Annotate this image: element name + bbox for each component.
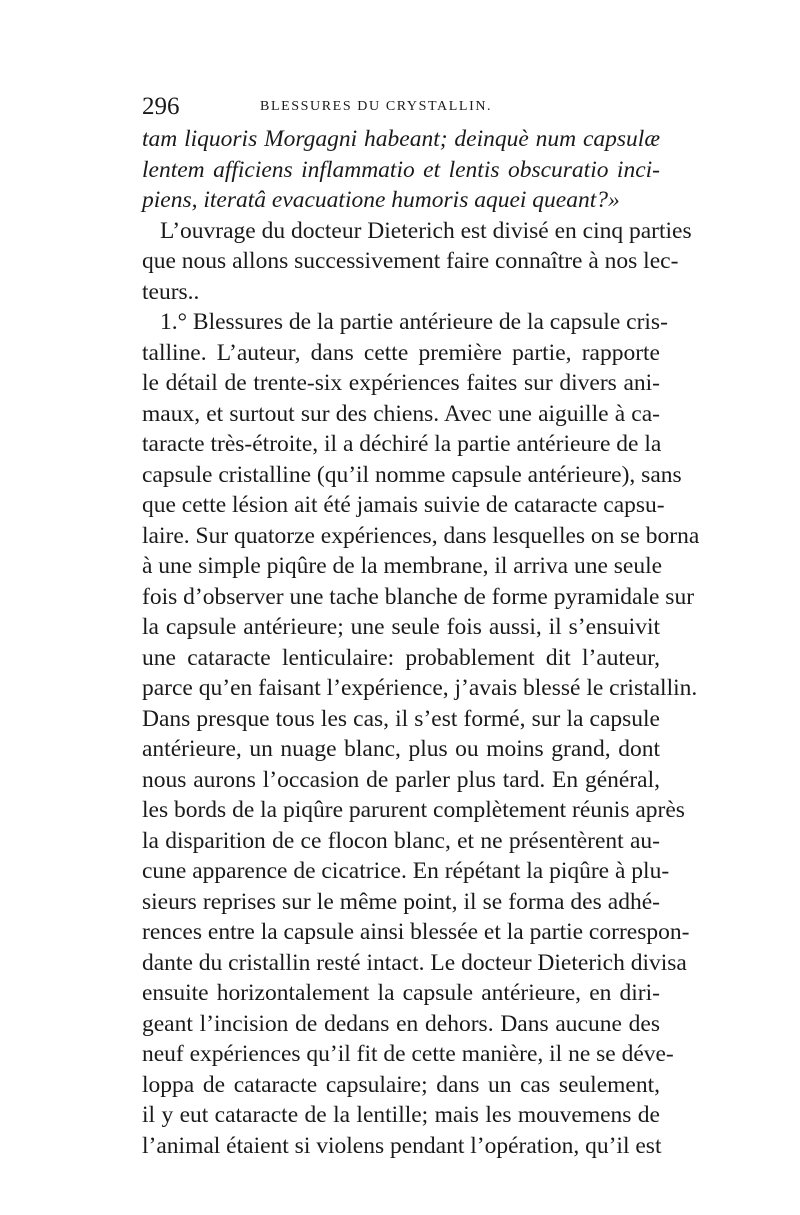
text-line: neuf expériences qu’il fit de cette manière, il ne se déve-: [142, 1041, 674, 1067]
page-number: 296: [142, 93, 180, 120]
text-line: nous aurons l’occasion de parler plus tard. En général,: [142, 766, 660, 793]
text-line: à une simple piqûre de la membrane, il arriva une seule: [142, 553, 663, 579]
text-line: l’animal étaient si violens pendant l’opération, qu’il est: [142, 1132, 662, 1159]
text-line: sieurs reprises sur le même point, il se forma des adhé-: [142, 888, 660, 915]
text-line: taracte très-étroite, il a déchiré la partie antérieure de la: [142, 431, 662, 457]
text-line: une cataracte lenticulaire: probablement dit l’auteur,: [142, 644, 660, 671]
text-line: loppa de cataracte capsulaire; dans un cas seulement,: [142, 1071, 660, 1098]
text-line: laire. Sur quatorze expériences, dans lesquelles on se borna: [142, 522, 700, 549]
running-title: BLESSURES DU CRYSTALLIN.: [260, 99, 493, 114]
text-line: capsule cristalline (qu’il nomme capsule antérieure), sans: [142, 461, 682, 488]
text-line: parce qu’en faisant l’expérience, j’avais blessé le cristallin.: [142, 675, 698, 701]
text-line: teurs..: [142, 278, 200, 305]
text-line: piens, iteratâ evacuatione humoris aquei queant?»: [142, 187, 620, 213]
body-text: [142, 124, 700, 1161]
text-line: antérieure, un nuage blanc, plus ou moins grand, dont: [142, 736, 660, 762]
text-line: dante du cristallin resté intact. Le docteur Dieterich divisa: [142, 949, 687, 976]
text-line: la capsule antérieure; une seule fois aussi, il s’ensuivit: [142, 614, 660, 640]
page-header: [142, 92, 660, 122]
text-line: geant l’incision de dedans en dehors. Dans aucune des: [142, 1010, 660, 1037]
text-line: talline. L’auteur, dans cette première partie, rapporte: [142, 339, 660, 366]
text-line: les bords de la piqûre parurent complètement réunis après: [142, 797, 685, 823]
text-line: fois d’observer une tache blanche de forme pyramidale sur: [142, 583, 695, 610]
text-line: il y eut cataracte de la lentille; mais les mouvemens de: [142, 1102, 660, 1128]
text-line: que cette lésion ait été jamais suivie de cataracte capsu-: [142, 492, 665, 518]
text-line: lentem afficiens inflammatio et lentis obscuratio inci-: [142, 156, 660, 183]
section-heading-line: 1.° Blessures de la partie antérieure de la capsule cris-: [160, 309, 668, 335]
text-line: la disparition de ce flocon blanc, et ne présentèrent au-: [142, 827, 660, 854]
text-line: Dans presque tous les cas, il s’est formé, sur la capsule: [142, 705, 660, 732]
text-line: que nous allons successivement faire connaître à nos lec-: [142, 248, 679, 274]
text-line: le détail de trente-six expériences faites sur divers ani-: [142, 370, 660, 396]
text-line: L’ouvrage du docteur Dieterich est divisé en cinq parties: [160, 217, 692, 244]
text-line: ensuite horizontalement la capsule antérieure, en diri-: [142, 980, 660, 1006]
text-line: tam liquoris Morgagni habeant; deinquè num capsulæ: [142, 126, 660, 152]
text-line: rences entre la capsule ainsi blessée et la partie correspon-: [142, 919, 690, 945]
text-line: maux, et surtout sur des chiens. Avec une aiguille à ca-: [142, 400, 660, 427]
text-line: cune apparence de cicatrice. En répétant la piqûre à plu-: [142, 858, 670, 884]
